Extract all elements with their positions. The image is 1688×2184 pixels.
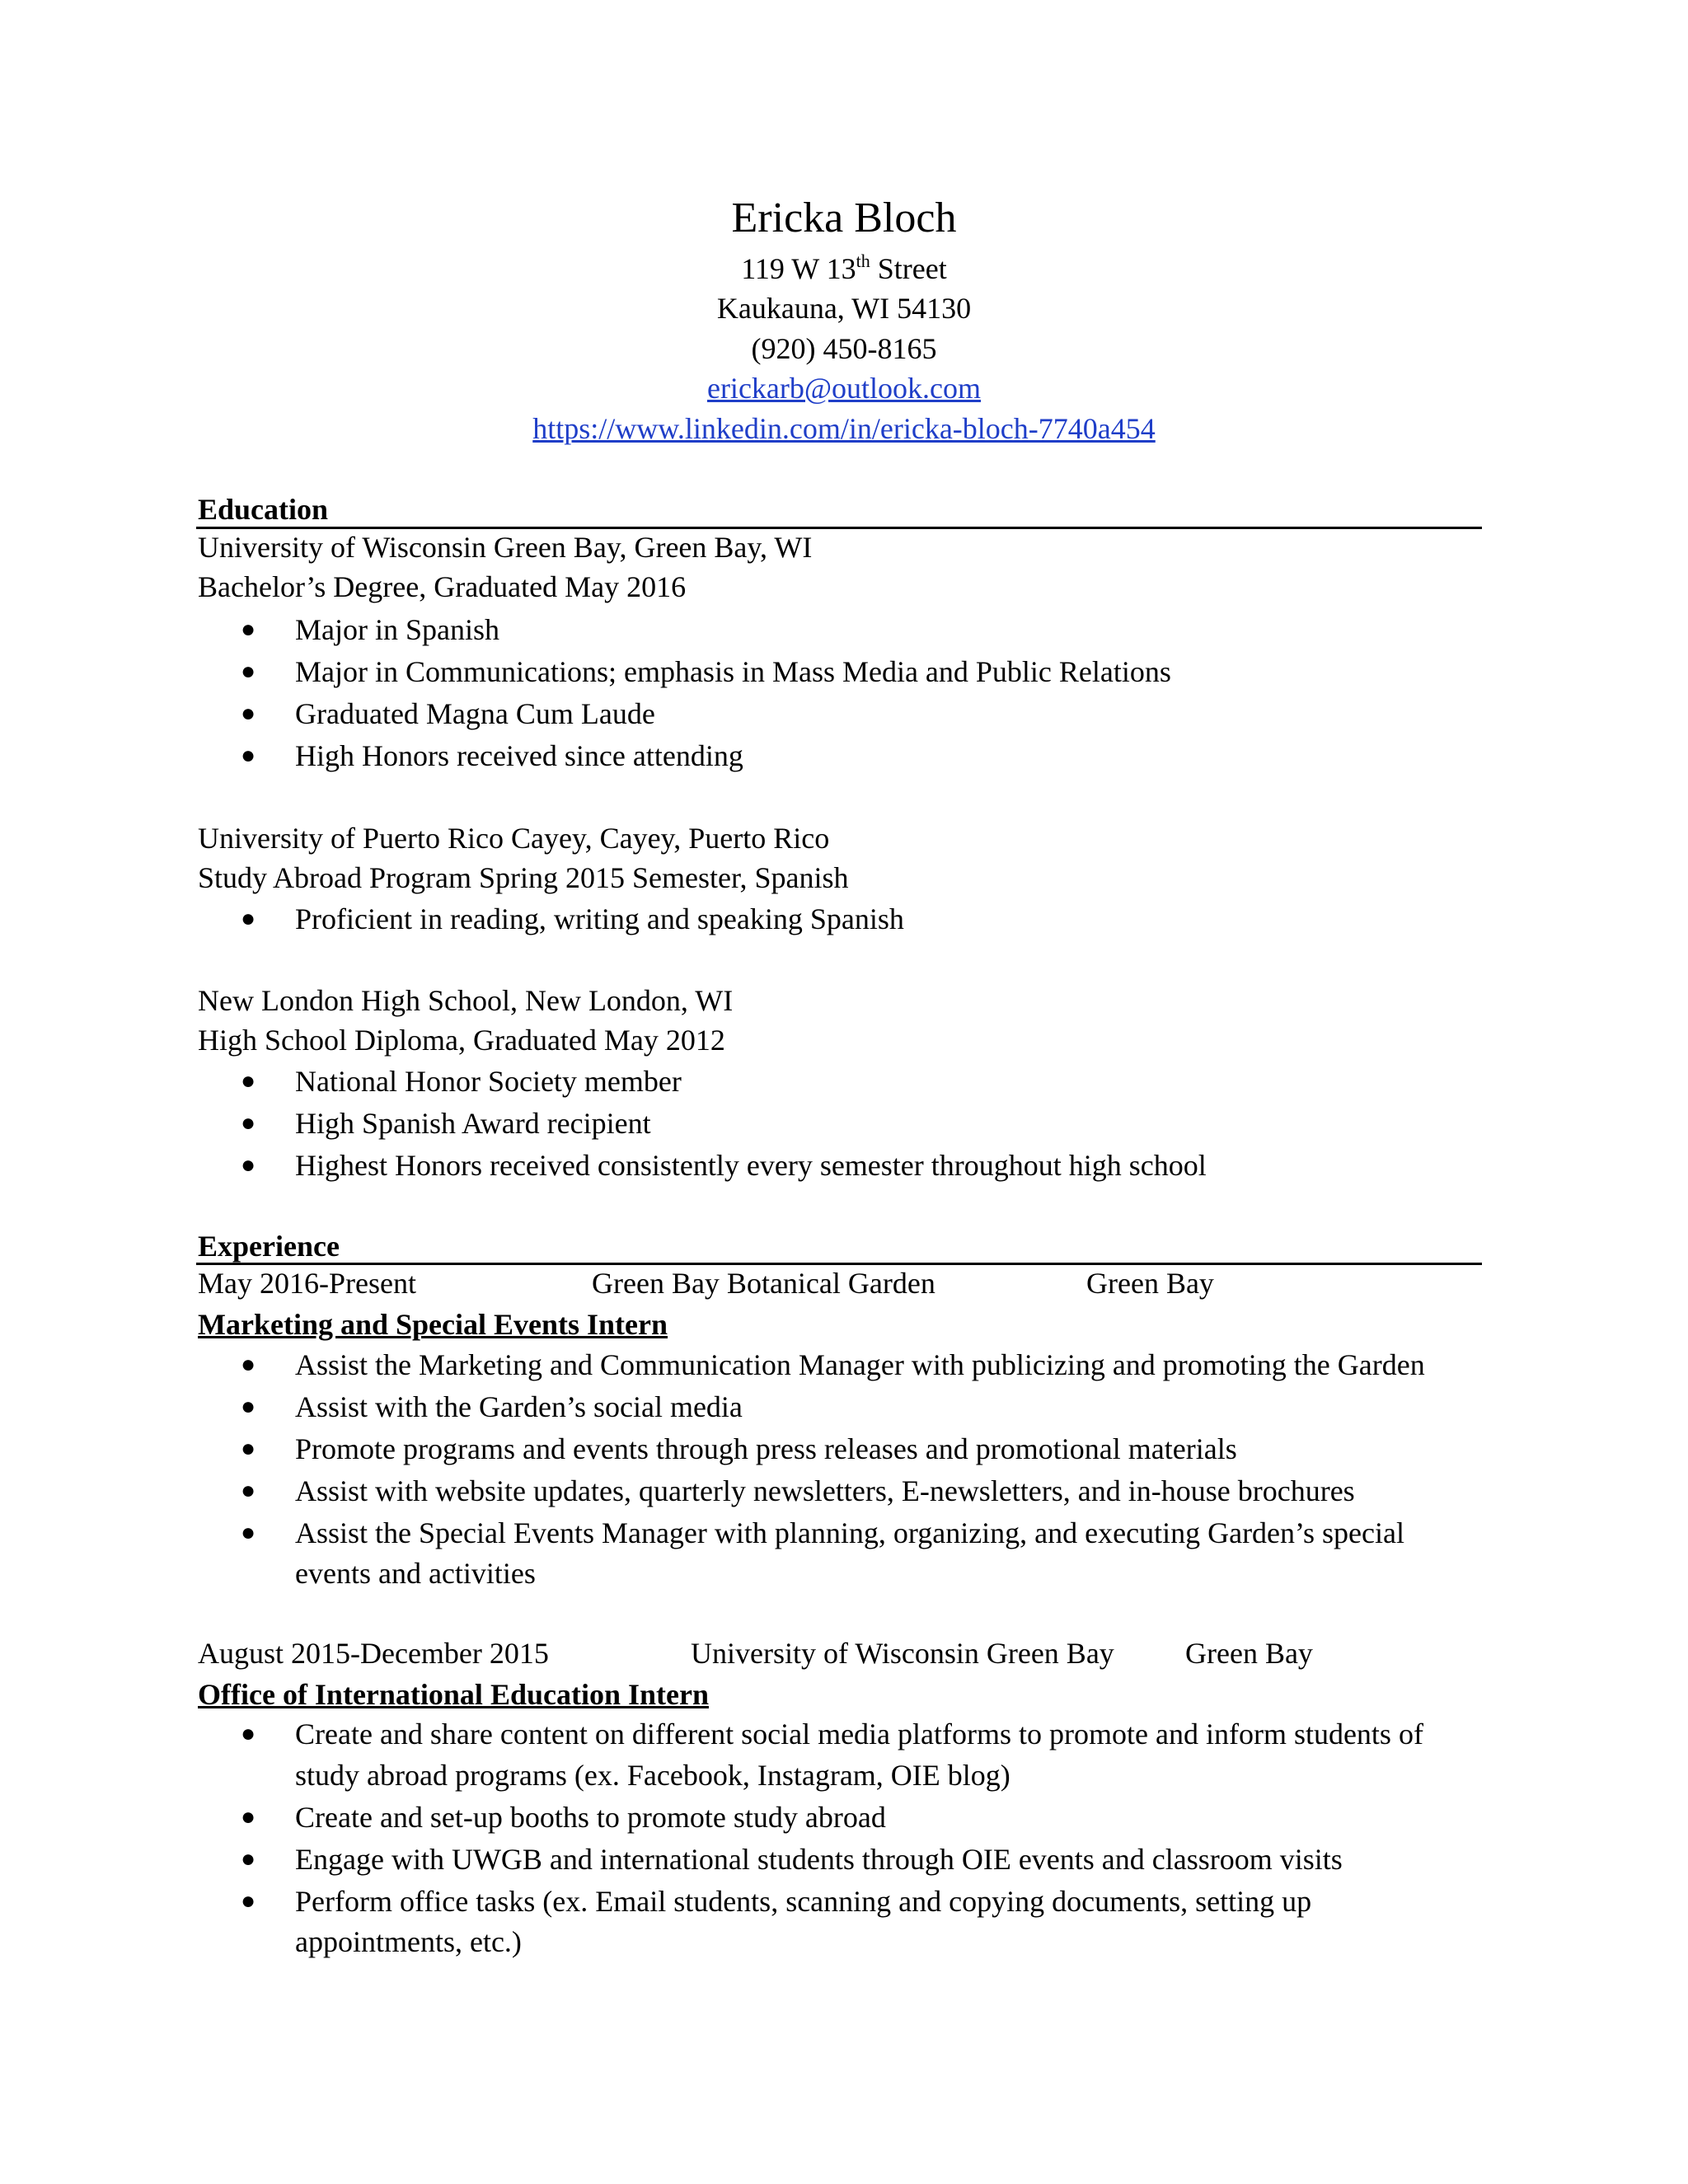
list-item: High Honors received since attending: [295, 739, 743, 772]
bullet-icon: ●: [241, 1519, 256, 1546]
list-item: Proficient in reading, writing and speaking Spanish: [295, 902, 904, 935]
list-item: Highest Honors received consistently every semester throughout high school: [295, 1149, 1207, 1182]
list-item: Assist the Marketing and Communication Manager with publicizing and promoting the Garden: [295, 1348, 1425, 1381]
bullet-icon: ●: [241, 1151, 256, 1179]
bullet-icon: ●: [241, 1393, 256, 1420]
education-school: New London High School, New London, WI: [198, 984, 734, 1017]
job-location: Green Bay: [1185, 1637, 1313, 1670]
list-item-continuation: appointments, etc.): [295, 1925, 522, 1958]
address-ordinal: th: [856, 251, 870, 271]
job-location: Green Bay: [1086, 1267, 1214, 1300]
education-detail: High School Diploma, Graduated May 2012: [198, 1024, 725, 1057]
bullet-icon: ●: [241, 1067, 256, 1094]
bullet-icon: ●: [241, 1435, 256, 1462]
resume-name: Ericka Bloch: [731, 194, 957, 241]
bullet-icon: ●: [241, 1720, 256, 1747]
list-item: Assist with website updates, quarterly newsletters, E-newsletters, and in-house brochures: [295, 1474, 1355, 1507]
linkedin-link[interactable]: https://www.linkedin.com/in/ericka-bloch-7740a454: [532, 412, 1156, 445]
list-item: Graduated Magna Cum Laude: [295, 697, 655, 730]
email-link[interactable]: erickarb@outlook.com: [706, 372, 982, 405]
bullet-icon: ●: [241, 1351, 256, 1378]
experience-heading: Experience: [198, 1230, 340, 1263]
education-heading: Education: [198, 493, 329, 526]
bullet-icon: ●: [241, 905, 256, 932]
job-title: Office of International Education Intern: [198, 1678, 709, 1711]
list-item: Major in Communications; emphasis in Mass Media and Public Relations: [295, 655, 1171, 688]
bullet-icon: ●: [241, 616, 256, 643]
address-prefix: 119 W 13: [741, 252, 856, 285]
address-line: [0, 249, 1688, 288]
list-item: Create and share content on different social media platforms to promote and inform students of: [295, 1718, 1423, 1750]
list-item: High Spanish Award recipient: [295, 1107, 651, 1140]
job-organization: University of Wisconsin Green Bay: [691, 1637, 1114, 1670]
list-item: Engage with UWGB and international students through OIE events and classroom visits: [295, 1843, 1343, 1876]
list-item: Perform office tasks (ex. Email students, scanning and copying documents, setting up: [295, 1885, 1312, 1918]
bullet-icon: ●: [241, 1803, 256, 1830]
list-item: National Honor Society member: [295, 1065, 682, 1098]
email-line: [0, 368, 1688, 408]
address-suffix: Street: [870, 252, 947, 285]
list-item: Major in Spanish: [295, 613, 499, 646]
job-organization: Green Bay Botanical Garden: [592, 1267, 935, 1300]
list-item: Create and set-up booths to promote study abroad: [295, 1801, 886, 1834]
bullet-icon: ●: [241, 742, 256, 769]
list-item: Assist the Special Events Manager with planning, organizing, and executing Garden’s special: [295, 1516, 1404, 1549]
job-dates: May 2016-Present: [198, 1267, 416, 1300]
job-title: Marketing and Special Events Intern: [198, 1308, 668, 1341]
bullet-icon: ●: [241, 1109, 256, 1137]
education-school: University of Puerto Rico Cayey, Cayey, Puerto Rico: [198, 822, 830, 855]
list-item: Assist with the Garden’s social media: [295, 1390, 743, 1423]
list-item-continuation: events and activities: [295, 1557, 536, 1590]
education-school: University of Wisconsin Green Bay, Green Bay, WI: [198, 531, 813, 564]
phone-line: (920) 450-8165: [751, 332, 937, 365]
bullet-icon: ●: [241, 1477, 256, 1504]
bullet-icon: ●: [241, 700, 256, 727]
bullet-icon: ●: [241, 658, 256, 685]
bullet-icon: ●: [241, 1845, 256, 1872]
city-line: Kaukauna, WI 54130: [716, 292, 972, 325]
education-detail: Study Abroad Program Spring 2015 Semester, Spanish: [198, 861, 849, 894]
education-detail: Bachelor’s Degree, Graduated May 2016: [198, 570, 687, 603]
list-item: Promote programs and events through press releases and promotional materials: [295, 1432, 1237, 1465]
bullet-icon: ●: [241, 1887, 256, 1915]
job-dates: August 2015-December 2015: [198, 1637, 549, 1670]
list-item-continuation: study abroad programs (ex. Facebook, Instagram, OIE blog): [295, 1759, 1010, 1792]
linkedin-line: [0, 409, 1688, 448]
